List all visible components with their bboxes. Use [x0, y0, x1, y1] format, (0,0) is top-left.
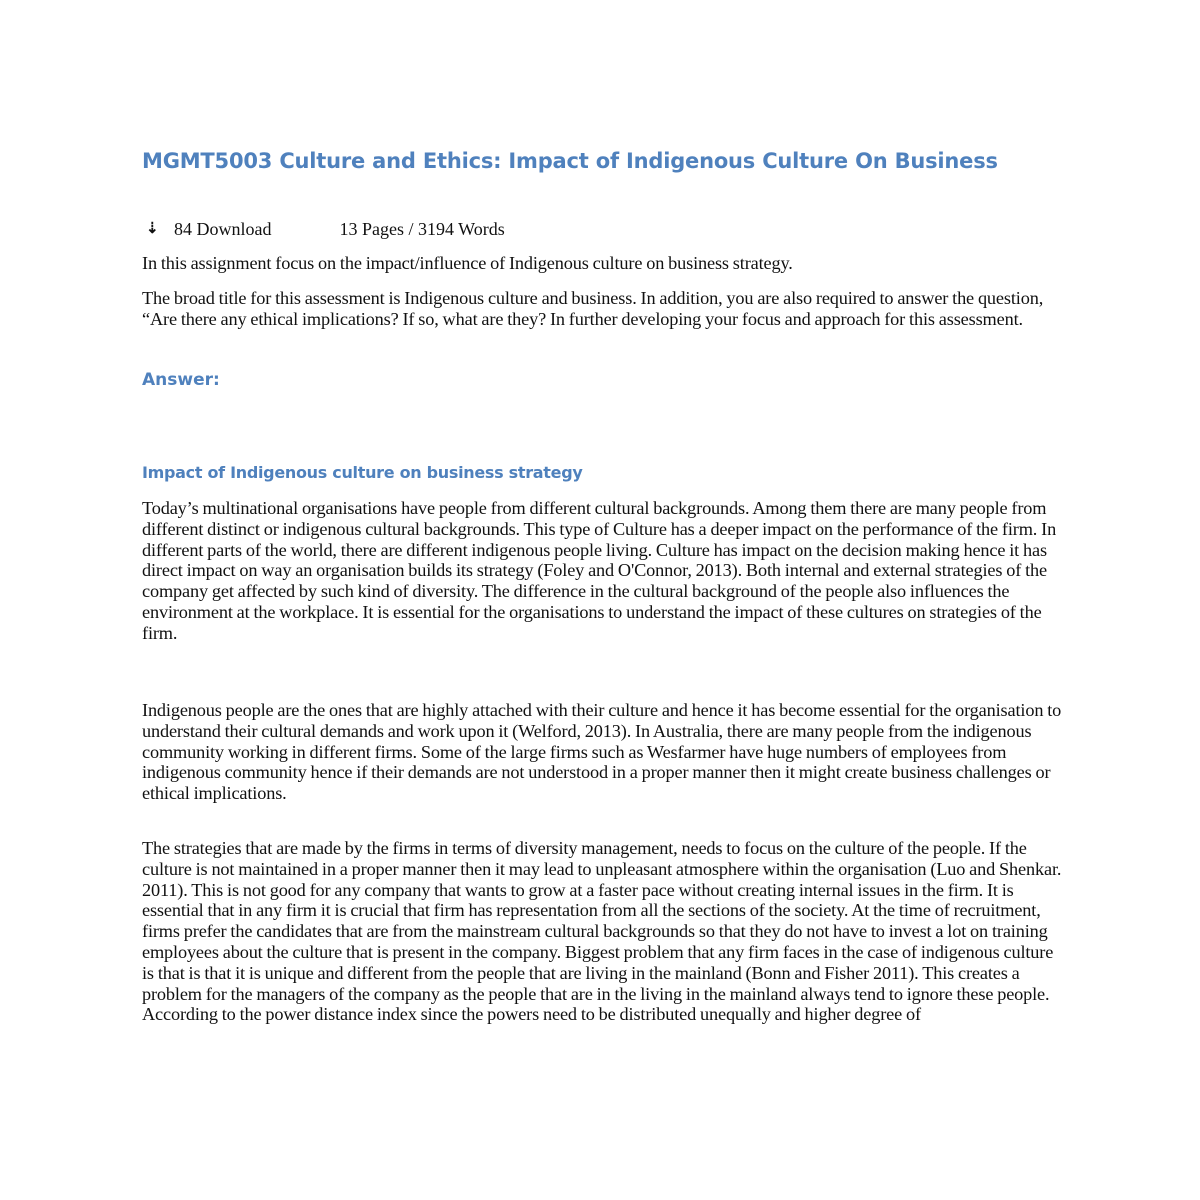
download-count: 84 Download [174, 219, 272, 239]
body-paragraph: Today’s multinational organisations have people from different cultural backgrounds. Among them there are many people from different distinct or indigenous cultural backgrounds. This type of Culture has a deeper impact on the performance of the firm. In different parts of the world, there are different indigenous people living. Culture has impact on the decision making hence it has direct impact on way an organisation builds its strategy (Foley and O'Connor, 2013). Both internal and external strategies of the company get affected by such kind of diversity. The difference in the cultural background of the people also influences the environment at the workplace. It is essential for the organisations to understand the impact of these cultures on strategies of the firm. [142, 498, 1057, 643]
intro-paragraph: In this assignment focus on the impact/influence of Indigenous culture on business strategy. [142, 253, 793, 273]
download-icon[interactable]: ⇣ [146, 221, 159, 237]
document-title: MGMT5003 Culture and Ethics: Impact of Indigenous Culture On Business [142, 149, 998, 173]
section-heading: Impact of Indigenous culture on business strategy [142, 463, 583, 482]
document-meta [142, 218, 505, 240]
body-paragraph: The strategies that are made by the firms in terms of diversity management, needs to focus on the culture of the people. If the culture is not maintained in a proper manner then it may lead to unpleasant atmosphere within the organisation (Luo and Shenkar. 2011). This is not good for any company that wants to grow at a faster pace without creating internal issues in the firm. It is essential that in any firm it is crucial that firm has representation from all the sections of the society. At the time of recruitment, firms prefer the candidates that are from the mainstream cultural backgrounds so that they do not have to invest a lot on training employees about the culture that is present in the company. Biggest problem that any firm faces in the case of indigenous culture is that is that it is unique and different from the people that are living in the mainland (Bonn and Fisher 2011). This creates a problem for the managers of the company as the people that are in the living in the mainland always tend to ignore these people. According to the power distance index since the powers need to be distributed unequally and higher degree of [142, 838, 1062, 1025]
body-paragraph: Indigenous people are the ones that are highly attached with their culture and hence it has become essential for the organisation to understand their cultural demands and work upon it (Welford, 2013). In Australia, there are many people from the indigenous community working in different firms. Some of the large firms such as Wesfarmer have huge numbers of employees from indigenous community hence if their demands are not understood in a proper manner then it might create business challenges or ethical implications. [142, 700, 1062, 804]
pages-words-count: 13 Pages / 3194 Words [339, 219, 505, 239]
intro-paragraph: The broad title for this assessment is Indigenous culture and business. In addition, you are also required to answer the question, “Are there any ethical implications? If so, what are they? In further developing your focus and approach for this assessment. [142, 288, 1044, 329]
answer-heading: Answer: [142, 370, 220, 390]
